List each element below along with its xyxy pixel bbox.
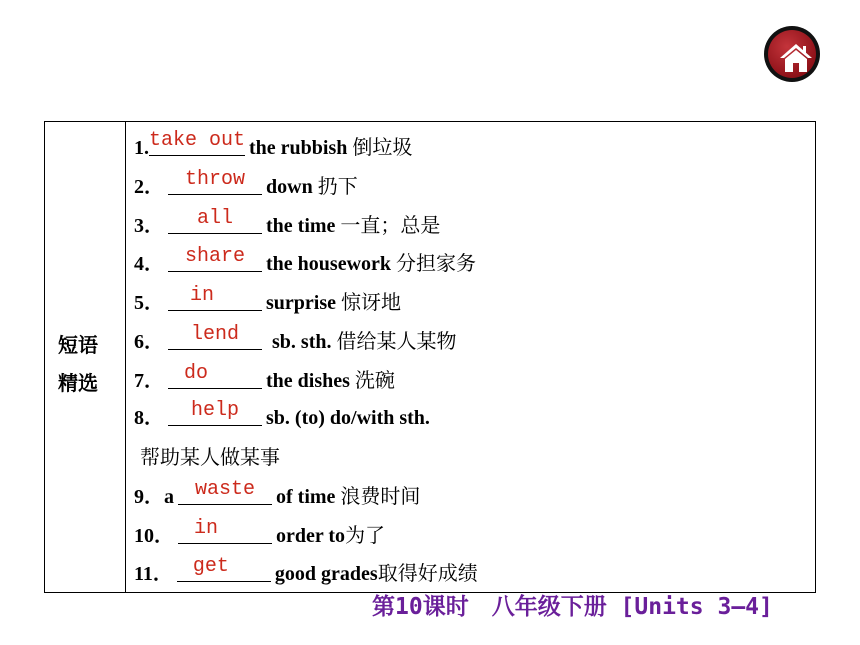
entry-translation: 扔下 <box>317 174 358 198</box>
entry-phrase: order to <box>276 525 346 547</box>
answer-text: in <box>194 517 219 540</box>
entry-translation: 浪费时间 <box>340 484 421 508</box>
entry-number: 3． <box>134 215 164 237</box>
answer-blank <box>168 362 262 389</box>
phrase-entry-6 <box>134 322 456 360</box>
entry-number: 9． <box>134 486 164 508</box>
entry-number: 11． <box>134 563 173 585</box>
entry-number: 5． <box>134 292 164 314</box>
phrase-entry-2 <box>134 167 358 205</box>
phrase-entry-3 <box>134 206 440 244</box>
entry-phrase: the dishes <box>266 370 350 392</box>
entry-prefix: a <box>164 486 174 508</box>
entry-phrase: the housework <box>266 253 392 275</box>
entry-translation: 洗碗 <box>354 368 395 392</box>
phrase-entry-8 <box>134 399 430 437</box>
phrase-entry-11 <box>134 554 478 592</box>
phrase-entry-10 <box>134 516 385 554</box>
entry-number: 2． <box>134 176 164 198</box>
table-column-divider <box>125 121 126 593</box>
answer-text: lend <box>190 323 240 346</box>
entry-translation: 为了 <box>345 523 386 547</box>
entry-translation: 分担家务 <box>396 251 477 275</box>
entry-phrase: sb. (to) do/with sth. <box>266 407 430 429</box>
home-button-face <box>768 30 816 78</box>
entry-number: 6． <box>134 331 164 353</box>
lesson-footer: 第10课时 八年级下册 [Units 3—4] <box>372 594 773 620</box>
answer-blank <box>168 323 262 350</box>
phrase-entry-4 <box>134 244 476 282</box>
category-line-1: 短语 <box>58 333 98 357</box>
answer-text: waste <box>194 478 256 501</box>
phrase-entry-7 <box>134 361 395 399</box>
answer-blank <box>168 207 262 234</box>
answer-blank <box>168 399 262 426</box>
answer-text: help <box>190 399 240 422</box>
entry-translation: 借给某人某物 <box>336 329 457 353</box>
answer-blank <box>148 129 246 156</box>
entry-translation: 一直；总是 <box>340 213 441 237</box>
entry-translation: 倒垃圾 <box>352 135 413 159</box>
entry-phrase: surprise <box>266 292 336 314</box>
answer-blank <box>178 517 272 544</box>
entry-number: 1. <box>134 137 149 159</box>
answer-text: throw <box>184 168 246 191</box>
phrase-entry-1 <box>134 128 412 166</box>
answer-blank <box>178 478 272 505</box>
entry-phrase: of time <box>276 486 336 508</box>
entry-phrase: good grades <box>274 563 378 585</box>
entry-number: 10． <box>134 525 174 547</box>
entry-number: 8． <box>134 407 164 429</box>
entry-phrase: down <box>266 176 313 198</box>
category-label <box>58 326 114 402</box>
entry-phrase: the rubbish <box>249 137 348 159</box>
entry-translation: 惊讶地 <box>341 290 401 314</box>
category-line-2: 精选 <box>58 371 98 395</box>
entry-phrase: sb. sth. <box>272 331 332 353</box>
answer-blank <box>168 168 262 195</box>
entry-translation: 帮助某人做某事 <box>140 445 280 469</box>
answer-blank <box>177 555 271 582</box>
phrase-entry-8-translation <box>140 438 280 476</box>
home-icon <box>778 40 814 76</box>
phrase-entry-5 <box>134 283 401 321</box>
entry-number: 4． <box>134 253 164 275</box>
answer-text: get <box>192 555 229 578</box>
entry-translation: 取得好成绩 <box>377 561 478 585</box>
entry-phrase: the time <box>266 215 336 237</box>
answer-blank <box>168 284 262 311</box>
entry-number: 7． <box>134 370 164 392</box>
answer-blank <box>168 245 262 272</box>
home-button[interactable] <box>764 26 820 82</box>
answer-text: take out <box>148 129 246 152</box>
answer-text: do <box>184 362 209 385</box>
answer-text: all <box>196 207 234 230</box>
answer-text: share <box>184 245 246 268</box>
answer-text: in <box>190 284 215 307</box>
phrase-entry-9 <box>134 477 420 515</box>
